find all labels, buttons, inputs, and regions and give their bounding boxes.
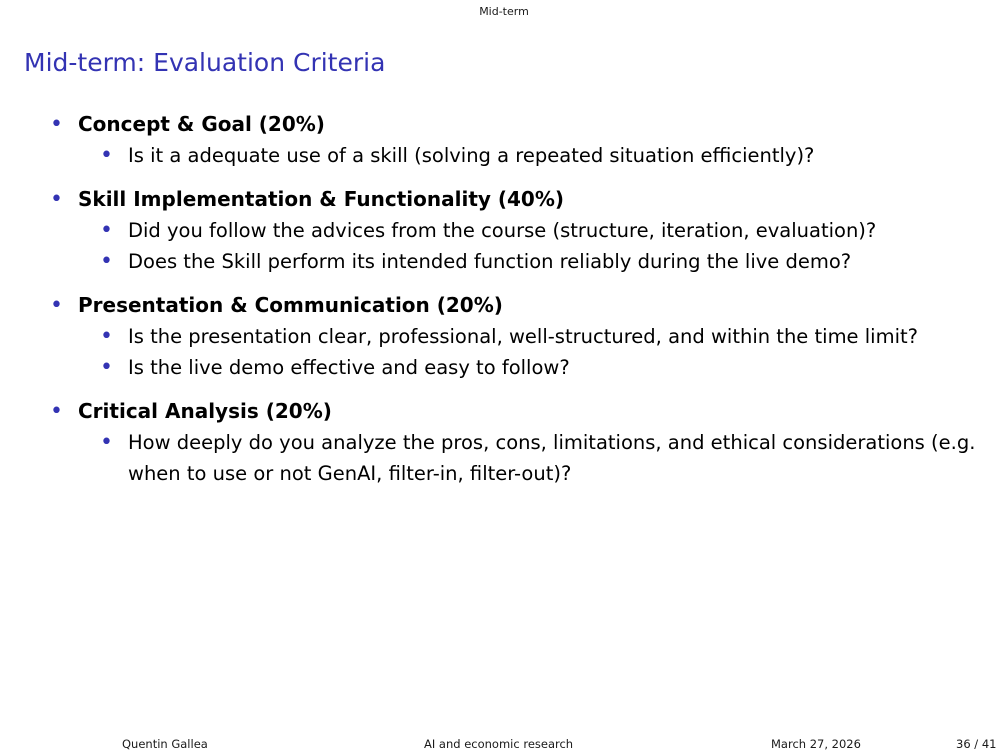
footer-talk-title: AI and economic research <box>424 737 574 751</box>
criteria-title: Presentation & Communication (20%) <box>78 293 503 317</box>
criteria-section-implementation <box>50 184 1000 277</box>
question-text: Did you follow the advices from the course (structure, iteration, evaluation)? <box>128 219 877 242</box>
footer-bar <box>0 737 1008 753</box>
criteria-heading <box>50 109 1000 140</box>
criteria-heading <box>50 184 1000 215</box>
criteria-questions <box>50 427 1000 489</box>
criteria-questions <box>50 140 1000 171</box>
header-section-label: Mid-term <box>479 5 529 18</box>
footer-date: March 27, 2026 <box>771 737 861 751</box>
criteria-title: Skill Implementation & Functionality (40%) <box>78 187 565 211</box>
criteria-section-presentation <box>50 290 1000 383</box>
criteria-section-concept <box>50 109 1000 171</box>
list-item <box>50 140 1000 171</box>
bullet-icon <box>50 184 78 215</box>
criteria-title: Concept & Goal (20%) <box>78 112 325 136</box>
bullet-icon <box>50 290 78 321</box>
list-item <box>50 246 1000 277</box>
question-text: Is the live demo effective and easy to follow? <box>128 356 570 379</box>
criteria-questions <box>50 321 1000 383</box>
question-text: Is it a adequate use of a skill (solving a repeated situation efficiently)? <box>128 144 815 167</box>
criteria-heading <box>50 290 1000 321</box>
list-item <box>50 427 1000 489</box>
footer-author: Quentin Gallea <box>122 737 208 751</box>
bullet-icon <box>50 396 78 427</box>
question-text: Does the Skill perform its intended function reliably during the live demo? <box>128 250 852 273</box>
bullet-icon <box>100 321 128 352</box>
list-item <box>50 215 1000 246</box>
list-item <box>50 352 1000 383</box>
question-text: Is the presentation clear, professional, well-structured, and within the time limit? <box>128 325 918 348</box>
bullet-icon <box>50 109 78 140</box>
criteria-section-analysis <box>50 396 1000 489</box>
criteria-heading <box>50 396 1000 427</box>
frame-title: Mid-term: Evaluation Criteria <box>24 48 386 77</box>
bullet-icon <box>100 352 128 383</box>
bullet-icon <box>100 427 128 458</box>
bullet-icon <box>100 140 128 171</box>
question-text: How deeply do you analyze the pros, cons, limitations, and ethical considerations (e.g. when to use or not GenAI, filter-in, filter-out)? <box>128 431 976 485</box>
bullet-icon <box>100 215 128 246</box>
criteria-questions <box>50 215 1000 277</box>
bullet-icon <box>100 246 128 277</box>
criteria-title: Critical Analysis (20%) <box>78 399 332 423</box>
footer-page-number: 36 / 41 <box>956 737 997 751</box>
slide-content <box>50 109 1000 502</box>
list-item <box>50 321 1000 352</box>
